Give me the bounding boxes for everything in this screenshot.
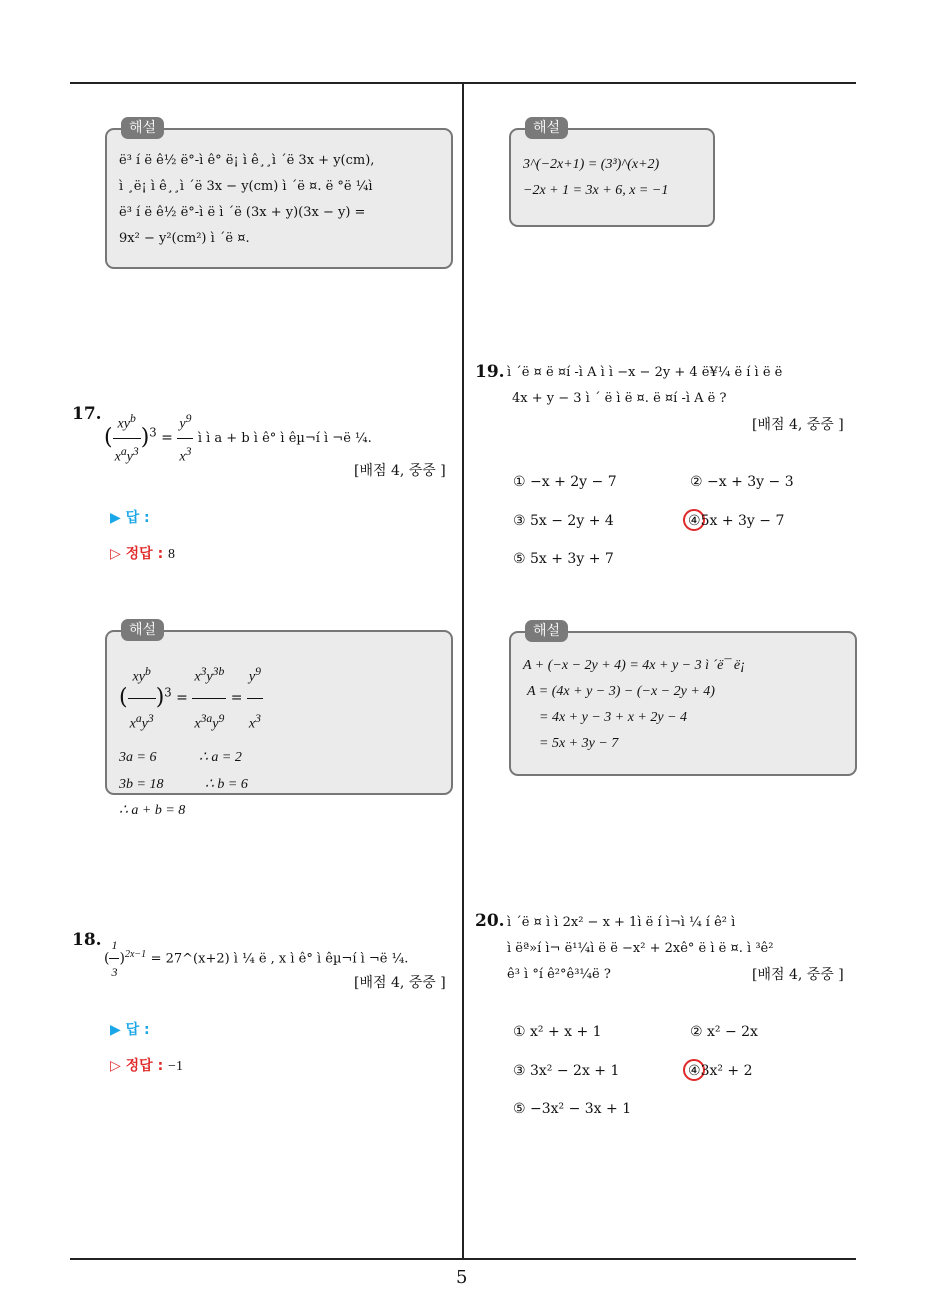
answer-label: ▶ 답 : [110, 1022, 150, 1038]
correct-answer-value: 8 [168, 547, 176, 562]
fraction: $\frac{y^9}{x^3}$ [177, 406, 193, 470]
correct-answer-label: ▷ 정답 : 8 [110, 546, 176, 562]
question-18-text: ( $\frac{1}{3}$ )$^{2x-1}$ = 27^(x+2) ì ¼ ë , x ì ê° ì êµ¬í ì ¬ë ¼. [104, 932, 408, 985]
solution-line: −2x + 1 = 3x + 6, x = −1 [523, 183, 669, 198]
choice-2[interactable]: ② x² − 2x [690, 1024, 758, 1040]
choice-5[interactable]: ⑤ 5x + 3y + 7 [513, 551, 614, 567]
question-number: 18. [72, 930, 102, 950]
answer-label: ▶ 답 : [110, 510, 150, 526]
bottom-rule [70, 1258, 856, 1260]
score-label: [배점 4, 중중 ] [752, 417, 844, 433]
choice-3[interactable]: ③ 3x² − 2x + 1 [513, 1063, 620, 1079]
solution-line: 3^(−2x+1) = (3³)^(x+2) [523, 157, 660, 172]
solution-box-16b [509, 120, 715, 227]
solution-line: ∴ a + b = 8 [119, 803, 186, 819]
choice-4[interactable]: ④3x² + 2 [688, 1063, 753, 1079]
solution-tab: 해설 [121, 619, 164, 641]
score-label: [배점 4, 중중 ] [354, 975, 446, 991]
choice-4[interactable]: ④5x + 3y − 7 [688, 513, 785, 529]
question-text: ì ì a + b ì ê° ì êµ¬í ì ¬ë ¼. [197, 431, 372, 447]
question-number: 19. [475, 362, 505, 382]
correct-answer-label: ▷ 정답 : −1 [110, 1058, 183, 1074]
question-17-text: ( $\frac{xy^b}{x^ay^3}$ )$^3$ = $\frac{y^9}{x^3}$ ì ì a + b ì ê° ì êµ¬í ì ¬ë ¼. [104, 406, 372, 470]
question-text: ê³ ì °í ê²°ê³¼ë ? [507, 967, 611, 982]
score-label: [배점 4, 중중 ] [354, 463, 446, 479]
solution-box-17 [105, 622, 453, 819]
question-number: 20. [475, 911, 505, 931]
question-text: ì ´ë ¤ ë ¤í -ì A ì ì −x − 2y + 4 ë¥¼ ë í ì ë ë [507, 365, 783, 380]
choice-3[interactable]: ③ 5x − 2y + 4 [513, 513, 614, 529]
solution-tab: 해설 [525, 117, 568, 139]
solution-line: ë³ í ë ê½ ë°-ì ë ì ´ë (3x + y)(3x − y) = [119, 205, 366, 220]
solution-line: = 4x + y − 3 + x + 2y − 4 [539, 710, 688, 725]
choice-2[interactable]: ② −x + 3y − 3 [690, 474, 794, 490]
solution-line: = 5x + 3y − 7 [539, 736, 619, 751]
question-text: 4x + y − 3 ì ´ ë ì ë ¤. ë ¤í -ì A ë ? [512, 391, 727, 406]
fraction: $\frac{1}{3}$ [109, 932, 119, 985]
page-number: 5 [456, 1267, 468, 1288]
choice-1[interactable]: ① x² + x + 1 [513, 1024, 602, 1040]
fraction: $\frac{xy^b}{x^ay^3}$ [113, 406, 141, 470]
solution-line: 9x² − y²(cm²) ì ´ë ¤. [119, 231, 250, 246]
solution-tab: 해설 [525, 620, 568, 642]
solution-box-16 [105, 120, 453, 269]
solution-line: ( $\frac{xy^b}{x^ay^3}$ )$^3$ = $\frac{x^3y^{3b}}{x^{3a}y^9}$ = $\frac{y^9}{x^3}$ [119, 652, 439, 744]
solution-line: ë³ í ë ê½ ë°-ì ê° ë¡ ì ê¸¸ì ´ë 3x + y(cm), [119, 153, 375, 168]
correct-answer-value: −1 [168, 1059, 183, 1074]
question-number: 17. [72, 404, 102, 424]
question-text: = 27^(x+2) ì ¼ ë , x ì ê° ì êµ¬í ì ¬ë ¼. [150, 951, 409, 967]
choice-5[interactable]: ⑤ −3x² − 3x + 1 [513, 1101, 632, 1117]
solution-line: A + (−x − 2y + 4) = 4x + y − 3 ì ´ë¯ ë¡ [523, 658, 746, 673]
solution-line: 3a = 6 ∴ a = 2 [119, 750, 242, 766]
solution-tab: 해설 [121, 117, 164, 139]
column-divider [462, 84, 464, 1259]
solution-line: A = (4x + y − 3) − (−x − 2y + 4) [527, 684, 715, 699]
score-label: [배점 4, 중중 ] [752, 967, 844, 983]
question-text: ì ´ë ¤ ì ì 2x² − x + 1ì ë í ì¬ì ¼ í ê² ì [507, 915, 736, 930]
question-text: ì ëª»í ì¬ ë¹¼ì ë ë −x² + 2xê° ë ì ë ¤. ì ³ê² [507, 941, 774, 956]
choice-1[interactable]: ① −x + 2y − 7 [513, 474, 617, 490]
solution-box-19 [509, 623, 857, 776]
solution-line: ì ¸ë¡ ì ê¸¸ì ´ë 3x − y(cm) ì ´ë ¤. ë °ë ¼ì [119, 179, 373, 194]
solution-line: 3b = 18 ∴ b = 6 [119, 777, 248, 793]
